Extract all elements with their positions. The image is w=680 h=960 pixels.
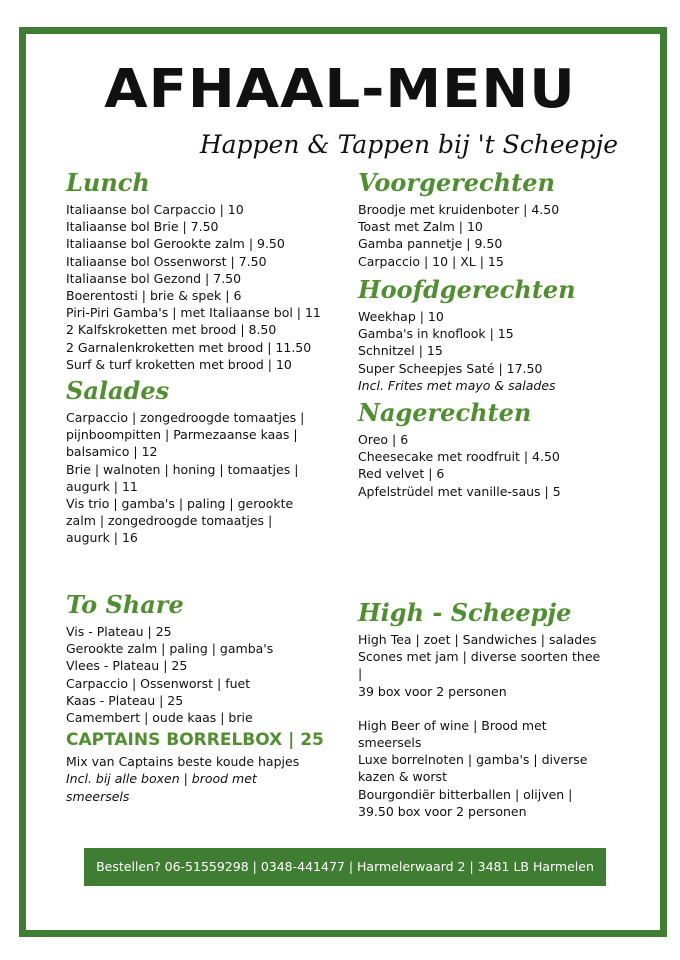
list-item: Italiaanse bol Brie | 7.50 [66,219,219,235]
borrelbox-note: Incl. bij alle boxen | brood met smeersels [66,771,257,804]
list-item: Italiaanse bol Gezond | 7.50 [66,270,242,286]
section-title-salades: Salades [66,376,170,405]
section-title-to-share: To Share [66,590,184,619]
list-item: Apfelstrüdel met vanille-saus | 5 [358,483,561,499]
list-item: Red velvet | 6 [358,466,445,482]
section-title-hoofdgerechten: Hoofdgerechten [358,275,576,304]
list-item: Cheesecake met roodfruit | 4.50 [358,449,560,465]
section-title-lunch: Lunch [66,168,150,197]
borrelbox-title: CAPTAINS BORRELBOX | 25 [66,730,324,751]
section-voorgerechten [358,168,559,270]
list-item: Carpaccio | 10 | XL | 15 [358,253,504,269]
list-item: Gamba's in knoflook | 15 [358,326,514,342]
list-item: Vlees - Plateau | 25 [66,658,188,674]
list-item: Piri-Piri Gamba's | met Italiaanse bol | 11 [66,305,321,321]
high-tea-line: 39 box voor 2 personen [358,683,507,699]
list-item: Carpaccio | zongedroogde tomaatjes | pijnboompitten | Parmezaanse kaas | balsamico | 12 [66,410,305,460]
menu-title: AFHAAL-MENU [104,58,576,121]
spacer [358,700,608,717]
list-item: Gerookte zalm | paling | gamba's [66,641,274,657]
menu-subtitle: Happen & Tappen bij 't Scheepje [199,130,618,159]
list-item: Vis - Plateau | 25 [66,624,172,639]
list-item: Camembert | oude kaas | brie [66,710,253,726]
section-lunch [66,168,321,373]
list-item: Italiaanse bol Ossenworst | 7.50 [66,253,267,269]
order-footer-bar: Bestellen? 06-51559298 | 0348-441477 | Harmelerwaard 2 | 3481 LB Harmelen [84,848,606,886]
high-beer-line: Bourgondiër bitterballen | olijven | 39.50 box voor 2 personen [358,786,573,819]
section-high-scheepje [358,598,608,820]
high-beer-line: Luxe borrelnoten | gamba's | diverse kazen & worst [358,752,588,785]
list-item: 2 Garnalenkroketten met brood | 11.50 [66,339,312,355]
section-to-share [66,590,324,805]
high-tea-line: Scones met jam | diverse soorten thee | [358,649,601,682]
list-item: Broodje met kruidenboter | 4.50 [358,202,560,217]
list-item: 2 Kalfskroketten met brood | 8.50 [66,322,277,338]
list-item: Gamba pannetje | 9.50 [358,236,503,252]
section-title-high-scheepje: High - Scheepje [358,598,572,627]
list-item: Oreo | 6 [358,432,409,447]
list-item: Italiaanse bol Gerookte zalm | 9.50 [66,236,285,252]
list-item: Carpaccio | Ossenworst | fuet [66,675,251,691]
list-item: Vis trio | gamba's | paling | gerookte zalm | zongedroogde tomaatjes | augurk | 16 [66,496,294,546]
list-item: Weekhap | 10 [358,309,444,324]
list-item: Toast met Zalm | 10 [358,219,483,235]
section-title-voorgerechten: Voorgerechten [358,168,555,197]
list-item: Schnitzel | 15 [358,343,443,359]
section-hoofdgerechten [358,275,576,394]
hoofdgerechten-note: Incl. Frites met mayo & salades [358,377,556,393]
list-item: Italiaanse bol Carpaccio | 10 [66,202,244,217]
high-tea-line: High Tea | zoet | Sandwiches | salades [358,632,597,647]
list-item: Kaas - Plateau | 25 [66,692,184,708]
list-item: Super Scheepjes Saté | 17.50 [358,360,543,376]
list-item: Boerentosti | brie & spek | 6 [66,288,242,304]
section-salades [66,376,316,547]
section-nagerechten [358,398,561,500]
list-item: Brie | walnoten | honing | tomaatjes | augurk | 11 [66,461,299,494]
section-title-nagerechten: Nagerechten [358,398,532,427]
borrelbox-desc: Mix van Captains beste koude hapjes [66,754,300,770]
lunch-list [66,201,321,373]
high-beer-line: High Beer of wine | Brood met smeersels [358,717,547,751]
list-item: Surf & turf kroketten met brood | 10 [66,356,292,372]
